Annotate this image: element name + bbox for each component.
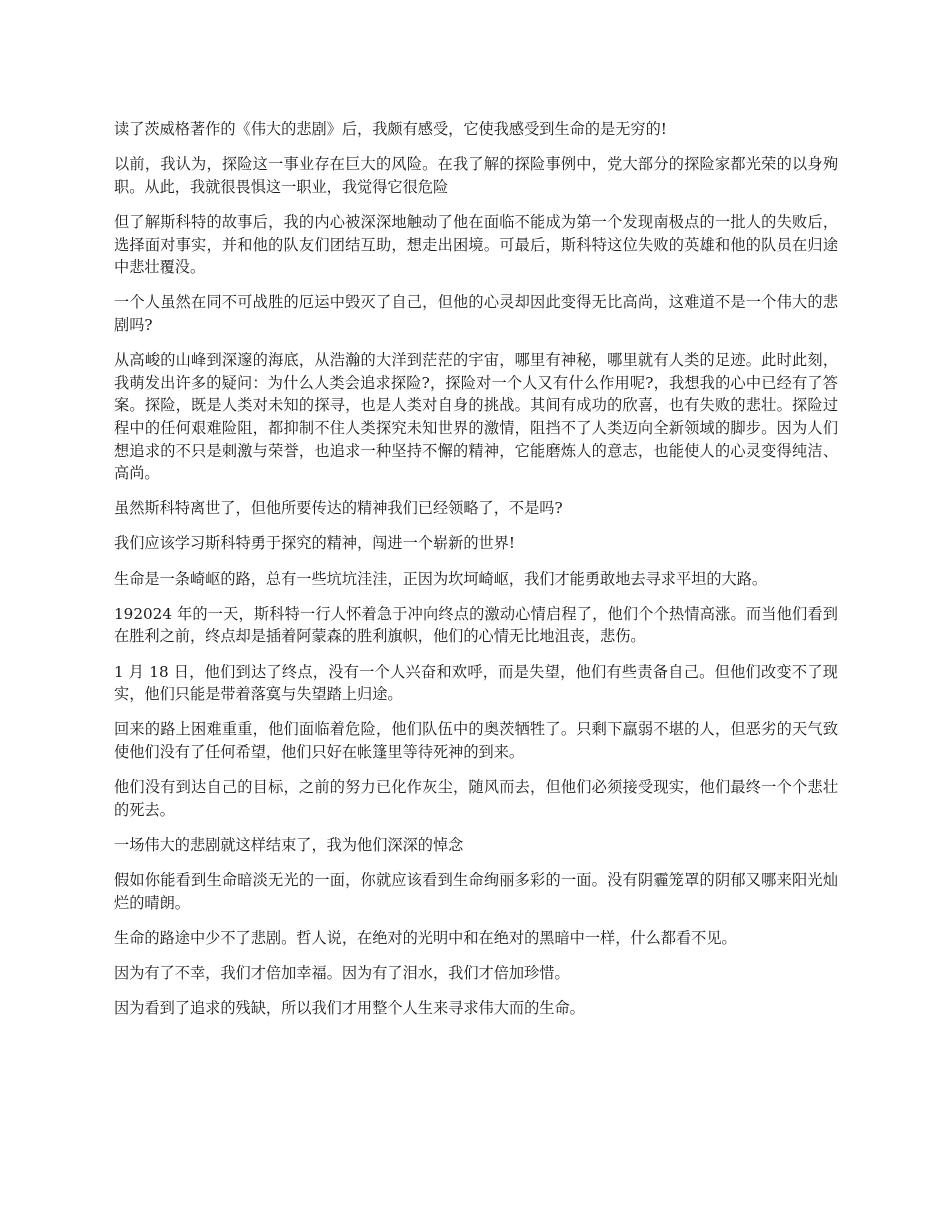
document-body — [114, 118, 838, 1033]
paragraph: 虽然斯科特离世了，但他所要传达的精神我们已经领略了，不是吗? — [114, 499, 563, 518]
paragraph: 但了解斯科特的故事后，我的内心被深深地触动了他在面临不能成为第一个发现南极点的一批人的失败后，选择面对事实，并和他的队友们团结互助，想走出困境。可最后，斯科特这位失败的英雄和他的队员在归途中悲壮覆没。 — [114, 212, 838, 277]
paragraph: 回来的路上困难重重，他们面临着危险，他们队伍中的奥茨牺牲了。只剩下羸弱不堪的人，但恶劣的天气致使他们没有了任何希望，他们只好在帐篷里等待死神的到来。 — [114, 720, 838, 761]
paragraph: 1 月 18 日，他们到达了终点，没有一个人兴奋和欢呼，而是失望，他们有些责备自己。但他们改变不了现实，他们只能是带着落寞与失望踏上归途。 — [114, 662, 838, 704]
paragraph: 因为看到了追求的残缺，所以我们才用整个人生来寻求伟大而的生命。 — [114, 999, 585, 1018]
paragraph: 他们没有到达自己的目标，之前的努力已化作灰尘，随风而去，但他们必须接受现实，他们最终一个个悲壮的死去。 — [114, 778, 838, 819]
paragraph: 一个人虽然在同不可战胜的厄运中毁灭了自己，但他的心灵却因此变得无比高尚，这难道不是一个伟大的悲剧吗? — [114, 293, 838, 334]
paragraph: 生命是一条崎岖的路，总有一些坑坑洼洼，正因为坎坷崎岖，我们才能勇敢地去寻求平坦的大路。 — [114, 569, 768, 588]
paragraph: 读了茨威格著作的《伟大的悲剧》后，我颇有感受，它使我感受到生命的是无穷的! — [114, 120, 667, 138]
paragraph: 从高峻的山峰到深邃的海底，从浩瀚的大洋到茫茫的宇宙，哪里有神秘，哪里就有人类的足迹。此时此刻，我萌发出许多的疑问：为什么人类会追求探险?，探险对一个人又有什么作用呢?，我想我的心中已经有了答案。探险，既是人类对未知的探寻，也是人类对自身的挑战。其间有成功的欣喜，也有失败的悲壮。探险过程中的任何艰难险阻，都抑制不住人类探究未知世界的激情，阻挡不了人类迈向全新领域的脚步。因为人们想追求的不只是刺激与荣誉，也追求一种坚持不懈的精神，它能磨炼人的意志，也能使人的心灵变得纯洁、高尚。 — [114, 351, 838, 483]
paragraph: 192024 年的一天，斯科特一行人怀着急于冲向终点的激动心情启程了，他们个个热情高涨。而当他们看到在胜利之前，终点却是插着阿蒙森的胜利旗帜，他们的心情无比地沮丧，悲伤。 — [114, 604, 838, 646]
paragraph: 生命的路途中少不了悲剧。哲人说，在绝对的光明中和在绝对的黑暗中一样，什么都看不见。 — [114, 928, 737, 947]
paragraph: 因为有了不幸，我们才倍加幸福。因为有了泪水，我们才倍加珍惜。 — [114, 964, 570, 983]
paragraph: 假如你能看到生命暗淡无光的一面，你就应该看到生命绚丽多彩的一面。没有阴霾笼罩的阴郁又哪来阳光灿烂的晴朗。 — [114, 871, 838, 912]
paragraph: 我们应该学习斯科特勇于探究的精神，闯进一个崭新的世界! — [114, 534, 515, 553]
paragraph: 以前，我认为，探险这一事业存在巨大的风险。在我了解的探险事例中，党大部分的探险家都光荣的以身殉职。从此，我就很畏惧这一职业，我觉得它很危险 — [114, 155, 838, 196]
paragraph: 一场伟大的悲剧就这样结束了，我为他们深深的悼念 — [114, 835, 464, 854]
